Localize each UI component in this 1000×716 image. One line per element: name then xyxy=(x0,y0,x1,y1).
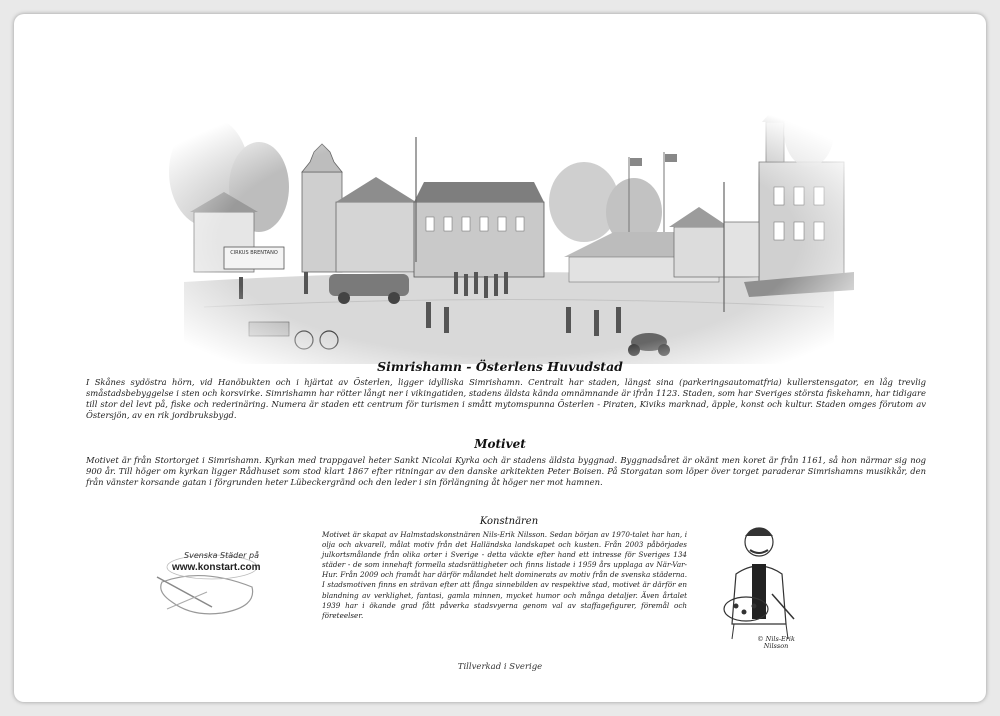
logo-tagline: Svenska Städer på xyxy=(184,551,259,560)
town-square-illustration xyxy=(164,92,854,364)
footer-made-in: Tillverkad i Sverige xyxy=(457,662,543,672)
konstart-logo[interactable] xyxy=(152,547,272,625)
page-title: Simrishamn - Österlens Huvudstad xyxy=(377,359,623,374)
intro-paragraph: I Skånes sydöstra hörn, vid Hanöbukten och i hjärtat av Österlen, ligger idylliska Simrishamn. Centralt har staden, längst sina (parkeringsautomatfria) kullerstensgator, en låg trevlig småstadsbebyggelse i sten och korsvirke. Simrishamn har rötter långt ner i vikingatiden, stadens äldsta kända omnämnande är ifrån 1123. Staden, som har Sveriges största fiskehamn, har tidigare till stor del levt på, fiske och rederinäring. Numera är staden ett centrum för turismen i smått mytomspunna Österlen - Piraten, Kiviks marknad, äpple, konst och kultur. Staden omges förutom av Östersjön, av en rik jordbruksbygd. xyxy=(86,377,926,420)
artist-paragraph: Motivet är skapat av Halmstadskonstnären Nils-Erik Nilsson. Sedan början av 1970-talet har han, i olja och akvarell, målat motiv från det Halländska landskapet och kusten. Från 2003 påbörjades julkortsmålande från olika orter i Sverige - detta väckte efter hand ett intresse för Sveriges 134 städer - de som innehaft formella stadsrättigheter och finns listade i 1959 års upplaga av När-Var-Hur. Från 2009 och framåt har därför målandet helt dominerats av motiv från de svenska städerna. I stadsmotiven finns en strävan efter att fånga sinnebilden av respektive stad, motivet är därför en blandning av verklighet, fantasi, gamla minnen, mycket humor och många detaljer. Även årtalet 1939 har i ökande grad fått påverka stadsvyerna genom val av staffagefigurer, föremål och företeelser. xyxy=(322,530,687,620)
circus-sign-text: CIRKUS BRENTANO xyxy=(230,250,278,256)
motif-paragraph: Motivet är från Stortorget i Simrishamn. Kyrkan med trappgavel heter Sankt Nicolai Kyrka och är stadens äldsta byggnad. Byggnadsåret är okänt men koret är från 1161, så hon närmar sig nog 900 år. Till höger om kyrkan ligger Rådhuset som stod klart 1867 efter ritningar av den danske arkitekten Peter Boisen. På Storgatan som löper över torget paraderar Simrishamns musikkår, den från vänster korsande gatan i förgrunden heter Lübeckergränd och den leder i sin förlängning åt höger ner mot hamnen. xyxy=(86,455,926,487)
logo-url[interactable]: www.konstart.com xyxy=(172,562,261,573)
motif-title: Motivet xyxy=(474,437,526,451)
artist-title: Konstnären xyxy=(479,516,539,527)
artist-signature: © Nils-Erik Nilsson xyxy=(757,635,795,650)
poster-sheet xyxy=(14,14,986,702)
